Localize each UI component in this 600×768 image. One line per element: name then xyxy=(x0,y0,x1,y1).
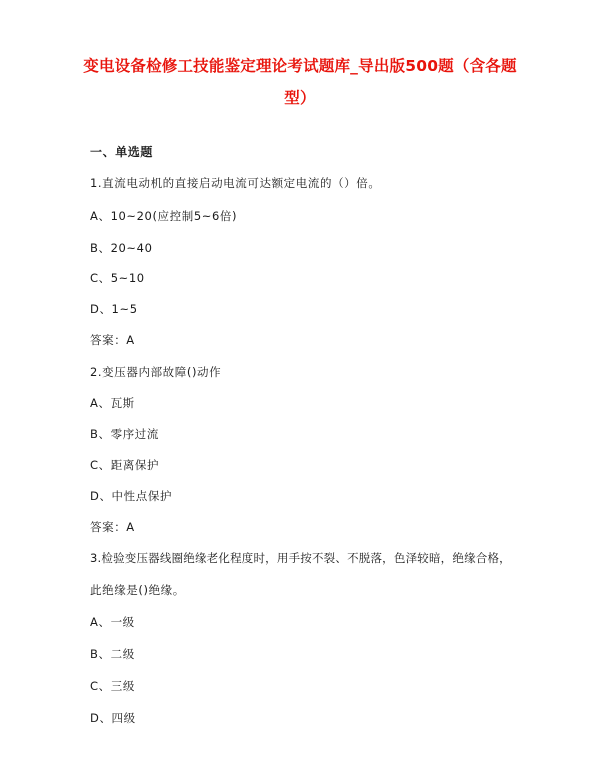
question-1-option-c: C、5~10 xyxy=(90,271,145,285)
question-1-answer: 答案：A xyxy=(90,333,135,347)
question-2-option-d: D、中性点保护 xyxy=(90,489,173,503)
question-1-option-a: A、10~20(应控制5~6倍) xyxy=(90,209,238,223)
question-3-option-c: C、三级 xyxy=(90,679,135,693)
question-2-answer: 答案：A xyxy=(90,520,135,534)
question-2-option-c: C、距离保护 xyxy=(90,458,160,472)
document-title-line-2: 型） xyxy=(284,89,316,107)
document-title-line-1: 变电设备检修工技能鉴定理论考试题库_导出版500题（含各题 xyxy=(83,57,517,75)
question-1-stem: 1.直流电动机的直接启动电流可达额定电流的（）倍。 xyxy=(90,176,381,190)
question-3-option-b: B、二级 xyxy=(90,647,135,661)
question-1-option-b: B、20~40 xyxy=(90,241,153,255)
question-2-option-a: A、瓦斯 xyxy=(90,396,135,410)
section-heading: 一、单选题 xyxy=(90,145,154,159)
question-2-stem: 2.变压器内部故障()动作 xyxy=(90,365,222,379)
question-3-stem-line-1: 3.检验变压器线圈绝缘老化程度时，用手按不裂、不脱落，色泽较暗，绝缘合格， xyxy=(90,551,511,565)
question-3-stem-line-2: 此绝缘是()绝缘。 xyxy=(90,583,185,597)
question-2-option-b: B、零序过流 xyxy=(90,427,159,441)
question-1-option-d: D、1~5 xyxy=(90,302,138,316)
question-3-option-d: D、四级 xyxy=(90,711,136,725)
question-3-option-a: A、一级 xyxy=(90,615,135,629)
